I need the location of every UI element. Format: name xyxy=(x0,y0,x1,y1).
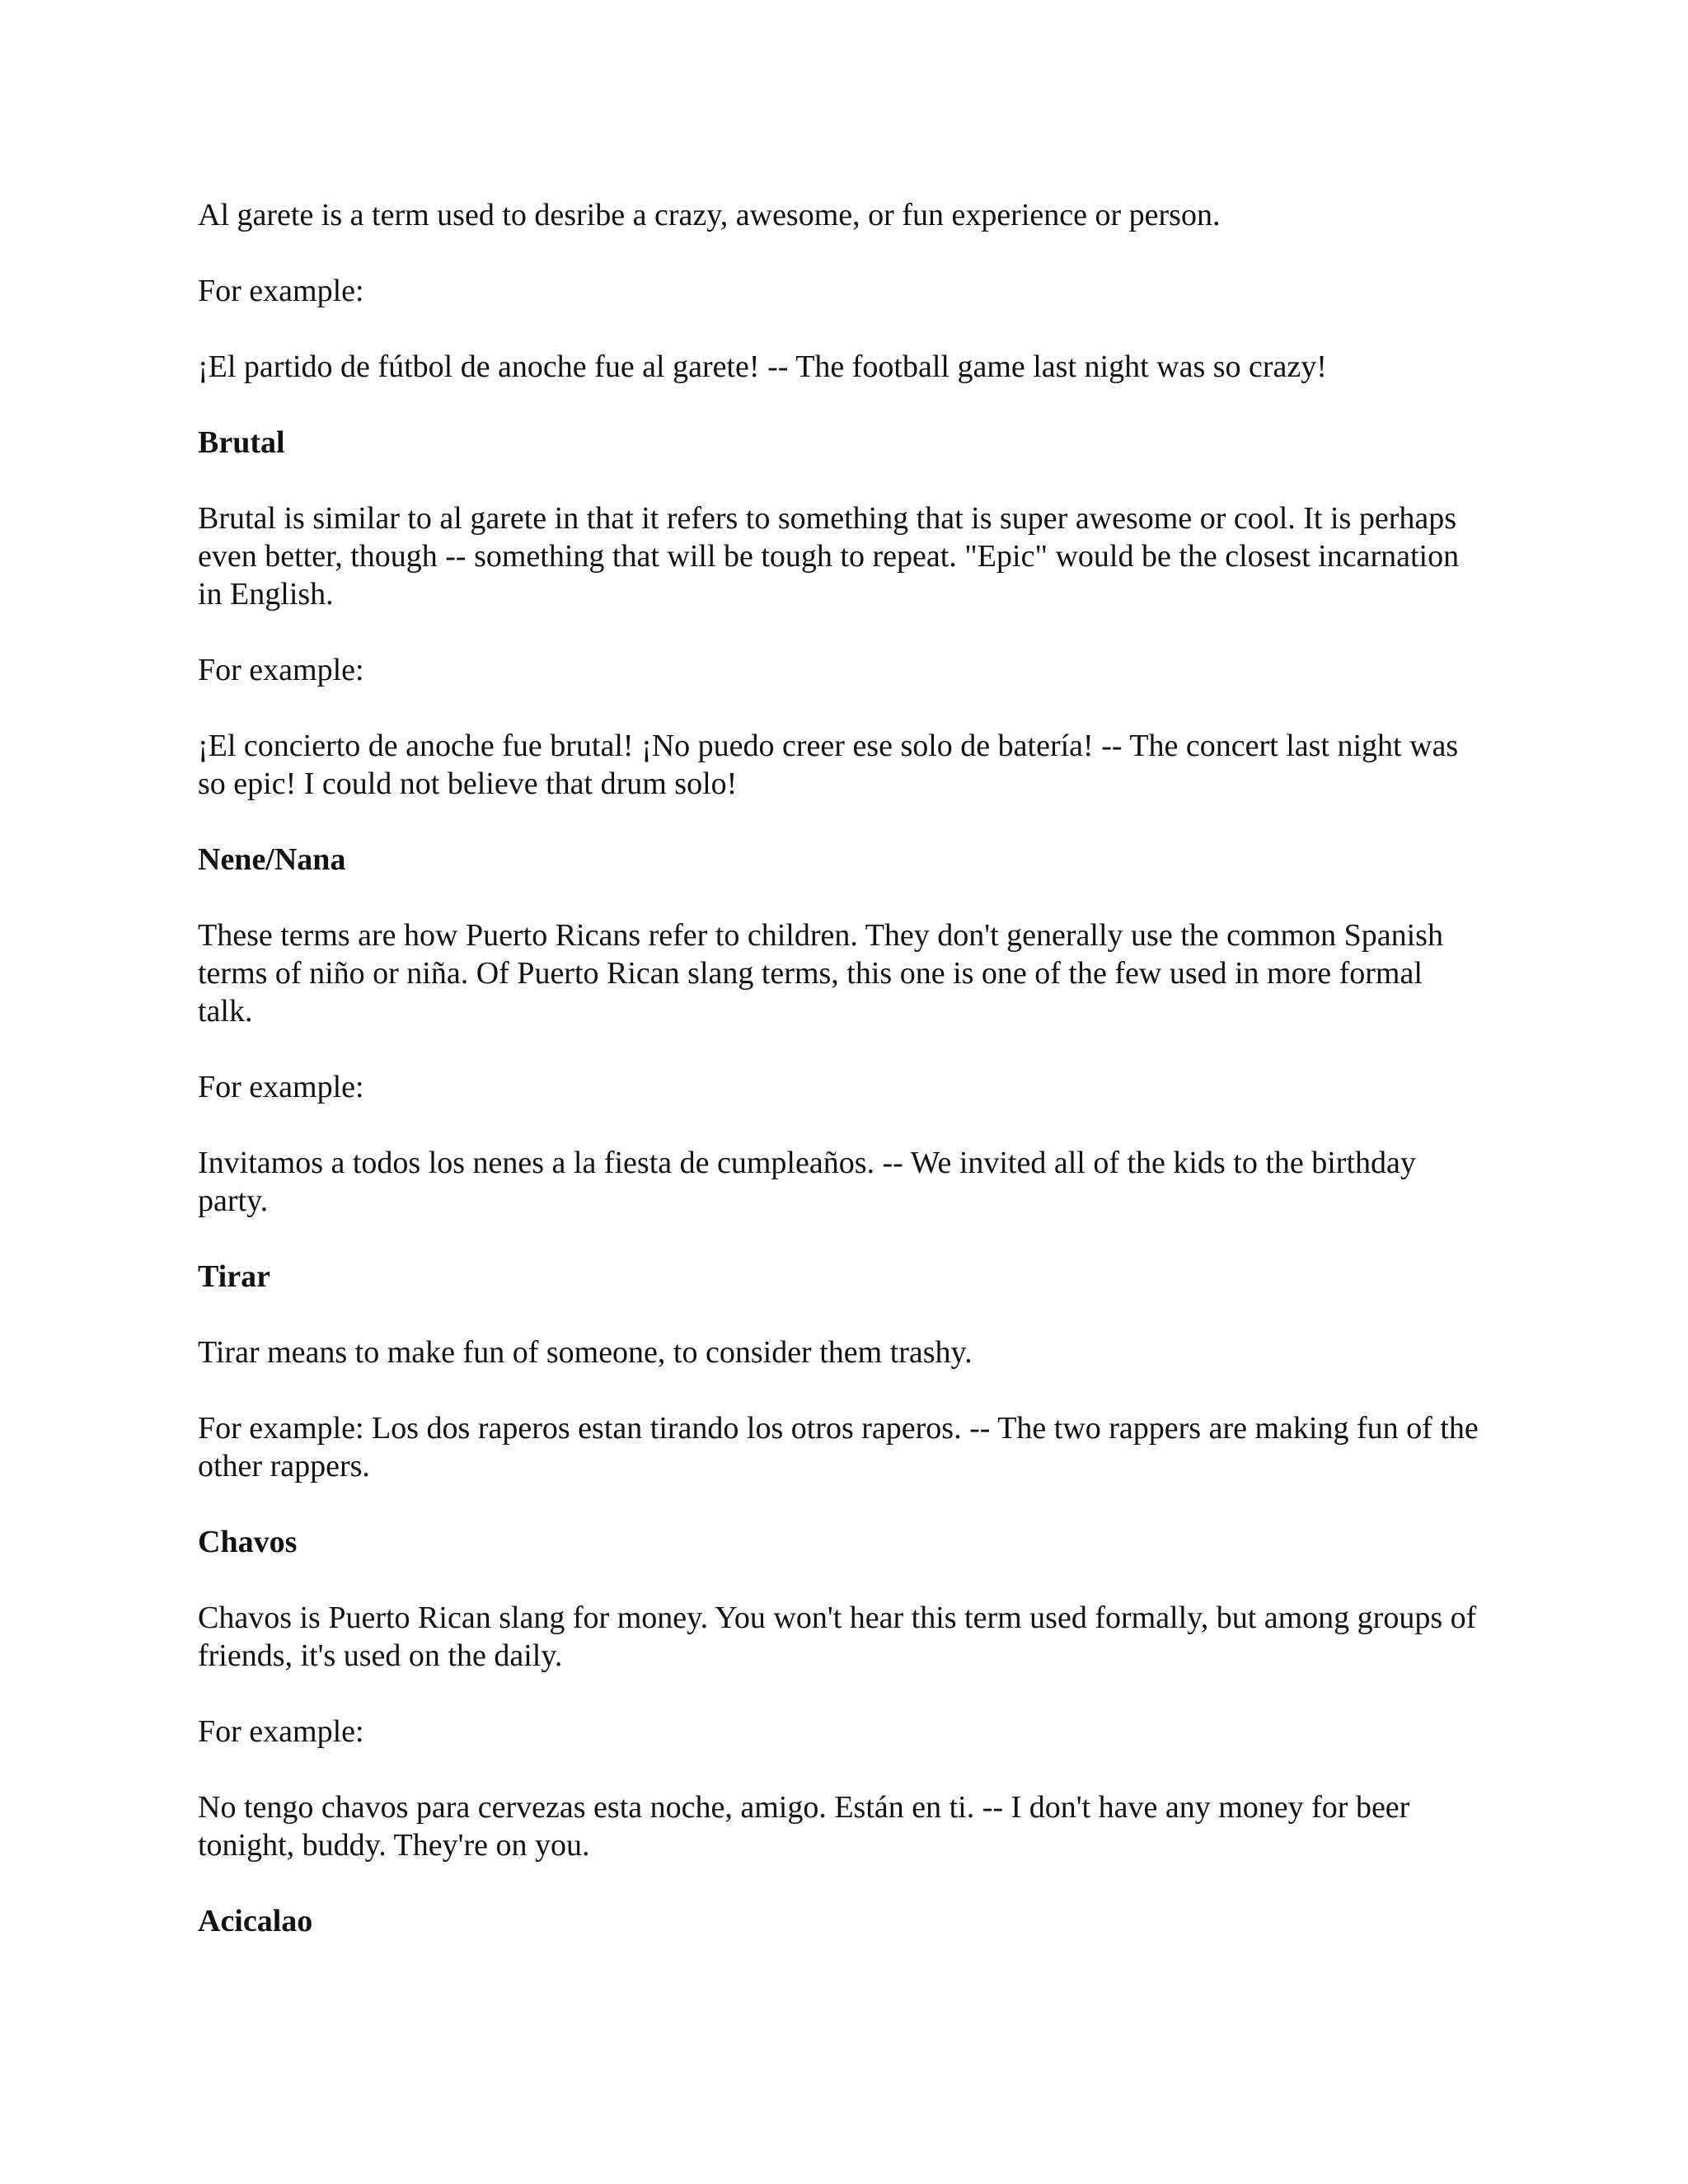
term-heading-acicalao: Acicalao xyxy=(198,1904,313,1938)
paragraph: Al garete is a term used to desribe a crazy, awesome, or fun experience or person. xyxy=(198,198,1221,232)
term-heading-chavos: Chavos xyxy=(198,1525,298,1559)
example-label: For example: xyxy=(198,653,364,687)
example-sentence: For example: Los dos raperos estan tirando los otros raperos. -- The two rappers are making fun of the other rappers. xyxy=(198,1411,1479,1483)
example-sentence: No tengo chavos para cervezas esta noche, amigo. Están en ti. -- I don't have any money for beer tonight, buddy. They're on you. xyxy=(198,1790,1410,1863)
example-label: For example: xyxy=(198,1714,364,1749)
document-body xyxy=(198,196,1484,1978)
paragraph: Chavos is Puerto Rican slang for money. You won't hear this term used formally, but among groups of friends, it's used on the daily. xyxy=(198,1601,1477,1673)
term-heading-nene-nana: Nene/Nana xyxy=(198,842,346,877)
paragraph: These terms are how Puerto Ricans refer to children. They don't generally use the common Spanish terms of niño or niña. Of Puerto Rican slang terms, this one is one of the few used in more formal talk. xyxy=(198,918,1443,1029)
term-heading-brutal: Brutal xyxy=(198,425,285,460)
example-sentence: ¡El concierto de anoche fue brutal! ¡No puedo creer ese solo de batería! -- The concert last night was so epic! I could not believe that drum solo! xyxy=(198,729,1459,801)
example-sentence: ¡El partido de fútbol de anoche fue al garete! -- The football game last night was so crazy! xyxy=(198,349,1327,384)
paragraph: Brutal is similar to al garete in that it refers to something that is super awesome or cool. It is perhaps even better, though -- something that will be tough to repeat. "Epic" would be the closest incarnation in English. xyxy=(198,501,1460,612)
term-heading-tirar: Tirar xyxy=(198,1259,270,1294)
paragraph: Tirar means to make fun of someone, to consider them trashy. xyxy=(198,1335,973,1370)
example-label: For example: xyxy=(198,274,364,308)
example-sentence: Invitamos a todos los nenes a la fiesta de cumpleaños. -- We invited all of the kids to the birthday party. xyxy=(198,1146,1416,1218)
example-label: For example: xyxy=(198,1070,364,1104)
